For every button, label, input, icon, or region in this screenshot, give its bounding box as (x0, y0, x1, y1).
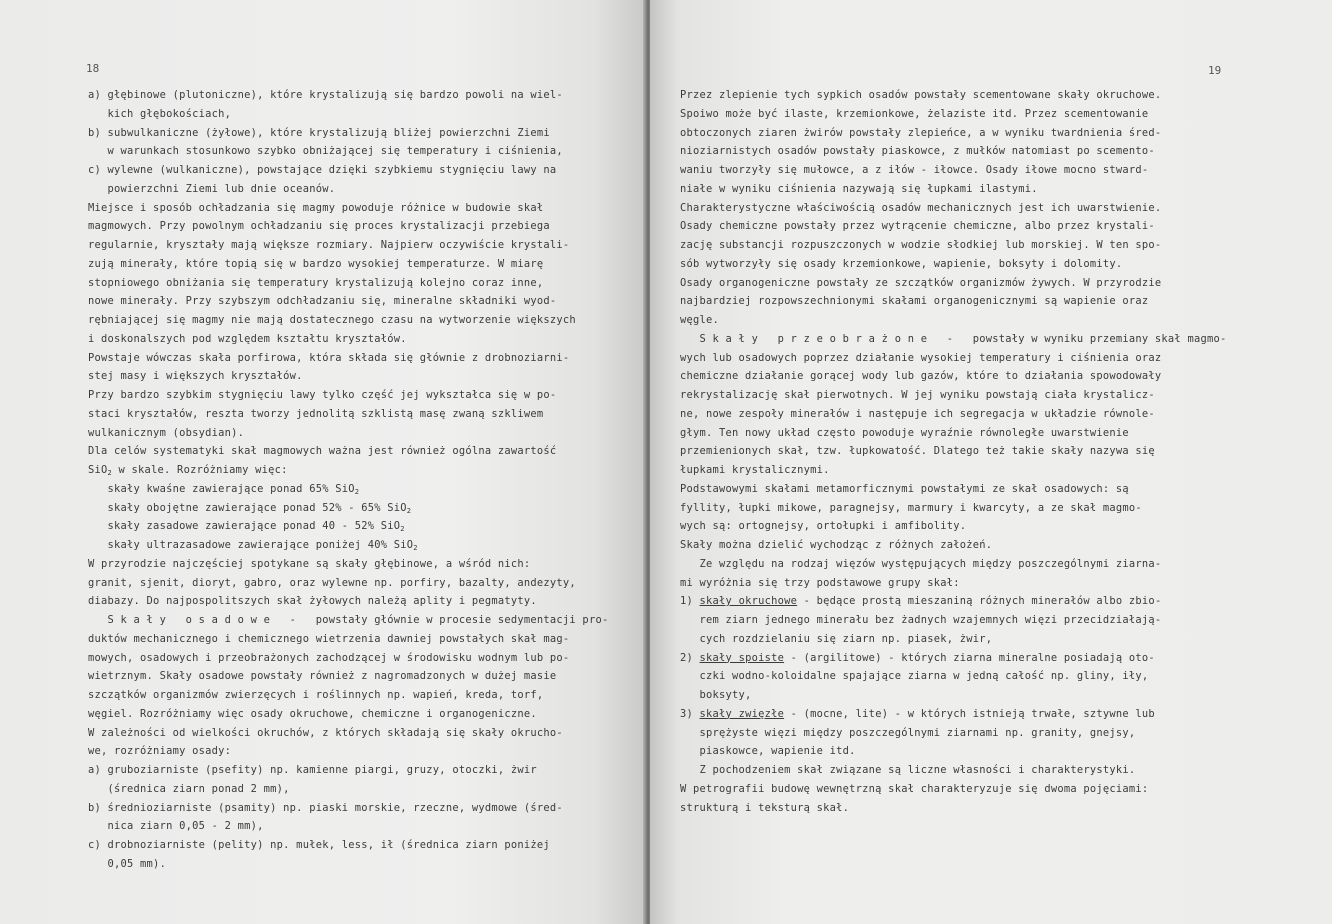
right-text-line: 1) skały okruchowe - będące prostą mieszaniną różnych minerałów albo zbio- (680, 595, 1162, 608)
left-text-line: nica ziarn 0,05 - 2 mm), (88, 820, 264, 833)
right-text-line: czki wodno-koloidalne spajające ziarna w jedną całość np. gliny, iły, (680, 670, 1149, 683)
right-page (650, 0, 1332, 924)
left-text-line: zują minerały, które topią się w bardzo wysokiej temperaturze. W miarę (88, 257, 544, 270)
left-text-line: stopniowego obniżania się temperatury krystalizują kolejno coraz inne, (88, 276, 544, 289)
left-text-line: wietrznym. Skały osadowe powstały również z nagromadzonych w dużej masie (88, 670, 557, 683)
left-text-line: granit, sjenit, dioryt, gabro, oraz wylewne np. porfiry, bazalty, andezyty, (88, 576, 576, 589)
right-text-line: węgle. (680, 314, 720, 326)
right-text-line: rem ziarn jednego minerału bez żadnych wzajemnych więzi przecidziałają- (680, 614, 1162, 626)
left-text-line: mowych, osadowych i przeobrażonych zachodzącej w środowisku wodnym lub po- (88, 651, 570, 664)
right-text-line: mi wyróżnia się trzy podstawowe grupy skał: (680, 576, 960, 589)
right-text-line: Ze względu na rodzaj więzów występujących między poszczególnymi ziarna- (680, 557, 1162, 570)
right-text-line: Skały można dzielić wychodząc z różnych założeń. (680, 539, 993, 551)
left-text-line: stej masy i większych kryształów. (88, 370, 303, 383)
right-text-line: sób wytworzyły się osady krzemionkowe, wapienie, boksyty i dolomity. (680, 257, 1123, 270)
right-text-line: strukturą i teksturą skał. (680, 801, 850, 814)
left-text-line: c) wylewne (wulkaniczne), powstające dzięki szybkiemu stygnięciu lawy na (88, 164, 557, 176)
left-text-line: diabazy. Do najpospolitszych skał żyłowych należą aplity i pegmatyty. (88, 595, 537, 608)
left-text-line: S k a ł y o s a d o w e - powstały głównie w procesie sedymentacji pro- (88, 614, 609, 626)
right-text-line: zację substancji rozpuszczonych w wodzie słodkiej lub morskiej. W ten spo- (680, 239, 1162, 251)
right-text-line: boksyty, (680, 689, 752, 701)
left-text-line: węgiel. Rozróżniamy więc osady okruchowe, chemiczne i organogeniczne. (88, 707, 537, 720)
left-page (0, 0, 646, 924)
left-text-line: duktów mechanicznego i chemicznego wietrzenia dawniej powstałych skał mag- (88, 632, 570, 645)
right-text-line: obtoczonych ziaren żwirów powstały zlepieńce, a w wyniku twardnienia śred- (680, 126, 1162, 139)
left-text-line: skały ultrazasadowe zawierające poniżej 40% SiO$_2$ (88, 539, 418, 552)
left-text-line: b) subwulkaniczne (żyłowe), które krystalizują bliżej powierzchni Ziemi (88, 126, 550, 139)
right-text-line: Spoiwo może być ilaste, krzemionkowe, żelaziste itd. Przez scementowanie (680, 107, 1149, 120)
left-text-line: Miejsce i sposób ochładzania się magmy powoduje różnice w budowie skał (88, 201, 544, 214)
right-text-line: Osady organogeniczne powstały ze szczątków organizmów żywych. W przyrodzie (680, 276, 1162, 289)
right-text-line: Osady chemiczne powstały przez wytrącenie chemiczne, albo przez krystali- (680, 220, 1155, 233)
page-number-left: 18 (86, 62, 100, 75)
right-text-line: Przez zlepienie tych sypkich osadów powstały scementowane skały okruchowe. (680, 89, 1162, 101)
left-text-line: kich głębokościach, (88, 107, 232, 120)
left-text-line: wulkanicznym (obsydian). (88, 426, 245, 439)
right-text-line: najbardziej rozpowszechnionymi skałami organogenicznymi są wapienie oraz (680, 295, 1149, 308)
right-text-line: S k a ł y p r z e o b r a ż o n e - powstały w wyniku przemiany skał magmo- (680, 332, 1227, 345)
right-text-line: W petrografii budowę wewnętrzną skał charakteryzuje się dwoma pojęciami: (680, 782, 1149, 795)
left-text-line: b) średnioziarniste (psamity) np. piaski morskie, rzeczne, wydmowe (śred- (88, 801, 563, 814)
left-text-line: powierzchni Ziemi lub dnie oceanów. (88, 182, 336, 195)
right-text-line: głym. Ten nowy układ często powoduje wyraźnie równoległe uwarstwienie (680, 426, 1129, 439)
right-text-line: łupkami krystalicznymi. (680, 464, 830, 476)
left-text-line: i doskonalszych pod względem kształtu kryształów. (88, 332, 407, 345)
left-text-line: magmowych. Przy powolnym ochładzaniu się proces krystalizacji przebiega (88, 220, 550, 233)
right-text-line: nioziarnistych osadów powstały piaskowce, z mułków natomiast po scemento- (680, 145, 1155, 158)
left-text-line: a) głębinowe (plutoniczne), które krystalizują się bardzo powoli na wiel- (88, 89, 563, 101)
left-text-line: a) gruboziarniste (psefity) np. kamienne piargi, gruzy, otoczki, żwir (88, 764, 537, 776)
right-text-line: sprężyste więzi między poszczególnymi ziarnami np. granity, gnejsy, (680, 726, 1136, 739)
left-text-line: Przy bardzo szybkim stygnięciu lawy tylko część jej wykształca się w po- (88, 389, 557, 401)
left-text-line: W przyrodzie najczęściej spotykane są skały głębinowe, a wśród nich: (88, 557, 531, 570)
right-text-line: Podstawowymi skałami metamorficznymi powstałymi ze skał osadowych: są (680, 482, 1129, 495)
left-text-line: skały obojętne zawierające ponad 52% - 65% SiO$_2$ (88, 501, 412, 515)
left-text-line: nowe minerały. Przy szybszym odchładzaniu się, mineralne składniki wyod- (88, 295, 557, 308)
right-text-line: przemienionych skał, tzw. łupkowatość. Dlatego też takie skały nazywa się (680, 445, 1155, 458)
right-text-line: wych są: ortognejsy, ortołupki i amfibolity. (680, 520, 967, 533)
left-text-line: Powstaje wówczas skała porfirowa, która składa się głównie z drobnoziarni- (88, 351, 570, 364)
right-text-line: cych rozdzielaniu się ziarn np. piasek, żwir, (680, 632, 993, 645)
left-text-line: we, rozróżniamy osady: (88, 745, 232, 758)
page-number-right: 19 (1208, 64, 1222, 77)
right-text-line: piaskowce, wapienie itd. (680, 745, 856, 758)
right-text-line: 2) skały spoiste - (argilitowe) - których ziarna mineralne posiadają oto- (680, 651, 1155, 664)
left-text-line: w warunkach stosunkowo szybko obniżającej się temperatury i ciśnienia, (88, 145, 563, 158)
right-text-line: 3) skały zwięzłe - (mocne, lite) - w których istnieją trwałe, sztywne lub (680, 707, 1155, 720)
right-text-line: rekrystalizację skał pierwotnych. W jej wyniku powstają ciała krystalicz- (680, 389, 1155, 401)
right-text-line: chemiczne działanie gorącej wody lub gazów, które to działania spowodowały (680, 370, 1162, 383)
left-text-line: 0,05 mm). (88, 857, 167, 870)
right-text-line: waniu tworzyły się mułowce, a z iłów - iłowce. Osady iłowe mocno stward- (680, 164, 1149, 176)
left-text-line: staci kryształów, reszta tworzy jednolitą szklistą masę zwaną szkliwem (88, 407, 544, 420)
left-text-line: Dla celów systematyki skał magmowych ważna jest również ogólna zawartość (88, 445, 557, 458)
left-text-line: szczątków organizmów zwierzęcych i roślinnych np. wapień, kreda, torf, (88, 689, 544, 701)
right-text-line: Z pochodzeniem skał związane są liczne własności i charakterystyki. (680, 764, 1136, 776)
left-text-line: skały kwaśne zawierające ponad 65% SiO$_2$ (88, 482, 360, 496)
right-text-line: Charakterystyczne właściwością osadów mechanicznych jest ich uwarstwienie. (680, 201, 1162, 214)
left-text-line: regularnie, kryształy mają większe rozmiary. Najpierw oczywiście krystali- (88, 239, 570, 251)
right-text-line: fyllity, łupki mikowe, paragnejsy, marmury i kwarcyty, a ze skał magmo- (680, 501, 1142, 514)
left-text-line: (średnica ziarn ponad 2 mm), (88, 782, 290, 795)
left-text-line: c) drobnoziarniste (pelity) np. mułek, less, ił (średnica ziarn poniżej (88, 839, 550, 851)
right-text-line: niałe w wyniku ciśnienia nazywają się łupkami ilastymi. (680, 182, 1038, 195)
left-text-line: SiO$_2$ w skale. Rozróżniamy więc: (88, 464, 288, 477)
left-text-line: skały zasadowe zawierające ponad 40 - 52% SiO$_2$ (88, 520, 405, 534)
right-text-line: ne, nowe zespoły minerałów i następuje ich segregacja w układzie równole- (680, 407, 1155, 420)
left-text-line: W zależności od wielkości okruchów, z których składają się skały okrucho- (88, 726, 563, 739)
right-text-line: wych lub osadowych poprzez działanie wysokiej temperatury i ciśnienia oraz (680, 351, 1162, 364)
left-text-line: rębniającej się magmy nie mają dostatecznego czasu na wytworzenie większych (88, 314, 576, 326)
